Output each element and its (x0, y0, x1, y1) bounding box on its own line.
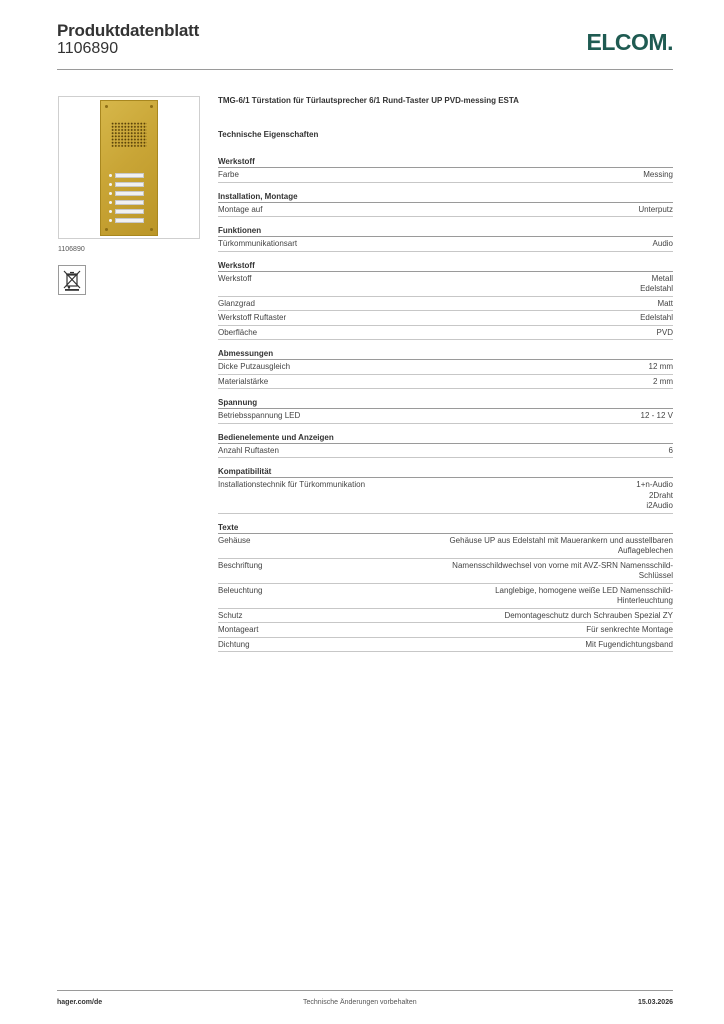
spec-value: Unterputz (638, 204, 673, 214)
spec-value: PVD (656, 327, 673, 337)
spec-row (218, 623, 673, 638)
call-button-image (109, 173, 147, 179)
spec-row (218, 478, 673, 514)
spec-row (218, 409, 673, 424)
spec-group-title: Werkstoff (218, 155, 673, 168)
spec-group-title: Spannung (218, 396, 673, 409)
spec-group (218, 521, 673, 653)
footer-date: 15.03.2026 (637, 999, 673, 1006)
spec-value: Audio (652, 239, 673, 248)
document-title: Produktdatenblatt (57, 21, 200, 40)
spec-row (218, 326, 673, 341)
call-button-image (109, 191, 147, 197)
elcom-logo: ELCOM. (586, 29, 673, 55)
product-image-column (58, 96, 200, 295)
spec-group-title: Bedienelemente und Anzeigen (218, 431, 673, 444)
spec-group (218, 224, 673, 252)
spec-value: 6 (668, 445, 673, 455)
spec-label: Werkstoff (218, 273, 252, 283)
call-button-image (109, 209, 147, 215)
screw-icon (105, 228, 108, 231)
spec-row (218, 360, 673, 375)
page-header (57, 20, 673, 70)
speaker-grille (111, 122, 147, 147)
spec-label: Beleuchtung (218, 585, 263, 595)
footer-disclaimer: Technische Änderungen vorbehalten (303, 999, 417, 1006)
spec-label: Materialstärke (218, 376, 269, 386)
spec-group (218, 465, 673, 514)
spec-row (218, 375, 673, 390)
spec-row (218, 584, 673, 609)
page-footer (57, 990, 673, 1010)
spec-row (218, 609, 673, 624)
spec-label: Gehäuse (218, 535, 251, 545)
specification-groups (218, 155, 673, 652)
spec-value: Demontageschutz durch Schrauben Spezial ZY (504, 610, 673, 620)
spec-label: Werkstoff Ruftaster (218, 313, 287, 322)
specifications-column (218, 96, 673, 659)
spec-value: Namensschildwechsel von vorne mit AVZ-SRN Namensschild- Schlüssel (452, 560, 673, 580)
spec-value: Matt (657, 298, 673, 308)
spec-value: Für senkrechte Montage (586, 625, 673, 634)
spec-group-title: Abmessungen (218, 347, 673, 360)
screw-icon (150, 228, 153, 231)
spec-value: 2 mm (653, 376, 673, 386)
spec-label: Farbe (218, 170, 239, 179)
spec-row (218, 168, 673, 183)
spec-value: 12 mm (648, 362, 673, 371)
spec-label: Schutz (218, 610, 243, 620)
spec-group (218, 347, 673, 389)
spec-value: Messing (643, 170, 673, 179)
product-image-frame (58, 96, 200, 239)
spec-row (218, 203, 673, 218)
spec-label: Glanzgrad (218, 298, 255, 308)
spec-label: Anzahl Ruftasten (218, 445, 279, 455)
spec-value: Metall Edelstahl (640, 273, 673, 293)
call-button-image (109, 182, 147, 188)
call-button-image (109, 200, 147, 206)
call-button-image (109, 218, 147, 224)
spec-row (218, 237, 673, 252)
spec-group-title: Werkstoff (218, 259, 673, 272)
footer-website: hager.com/de (57, 999, 103, 1006)
spec-value: Mit Fugendichtungsband (585, 639, 673, 649)
spec-row (218, 444, 673, 459)
screw-icon (105, 105, 108, 108)
spec-group (218, 190, 673, 218)
product-name: TMG-6/1 Türstation für Türlautsprecher 6/1 Rund-Taster UP PVD-messing ESTA (218, 96, 519, 105)
spec-group-title: Funktionen (218, 224, 673, 237)
spec-value: Edelstahl (640, 313, 673, 322)
spec-row (218, 311, 673, 326)
spec-label: Montage auf (218, 204, 263, 214)
spec-group (218, 155, 673, 183)
spec-label: Türkommunikationsart (218, 239, 298, 248)
image-caption: 1106890 (58, 246, 85, 253)
spec-group-title: Kompatibilität (218, 465, 673, 478)
spec-row (218, 272, 673, 297)
spec-value: 1+n-Audio 2Draht i2Audio (636, 480, 673, 510)
spec-row (218, 534, 673, 559)
spec-label: Montageart (218, 625, 259, 634)
spec-group-title: Installation, Montage (218, 190, 673, 203)
door-station-panel-image (100, 100, 158, 236)
spec-row (218, 559, 673, 584)
document-number: 1106890 (57, 40, 119, 57)
spec-group (218, 396, 673, 424)
properties-title: Technische Eigenschaften (218, 130, 319, 139)
spec-label: Oberfläche (218, 327, 258, 337)
weee-bin-icon (58, 265, 86, 295)
spec-label: Betriebsspannung LED (218, 411, 301, 420)
spec-group-title: Texte (218, 521, 673, 534)
spec-row (218, 638, 673, 653)
spec-label: Dichtung (218, 639, 250, 649)
spec-label: Beschriftung (218, 560, 263, 570)
spec-value: 12 - 12 V (640, 411, 673, 420)
spec-label: Installationstechnik für Türkommunikation (218, 480, 366, 489)
spec-group (218, 259, 673, 341)
spec-row (218, 297, 673, 312)
spec-group (218, 431, 673, 459)
spec-label: Dicke Putzausgleich (218, 362, 291, 371)
spec-value: Langlebige, homogene weiße LED Namensschild- Hinterleuchtung (495, 585, 673, 605)
spec-value: Gehäuse UP aus Edelstahl mit Mauerankern und ausstellbaren Auflageblechen (449, 535, 673, 555)
screw-icon (150, 105, 153, 108)
